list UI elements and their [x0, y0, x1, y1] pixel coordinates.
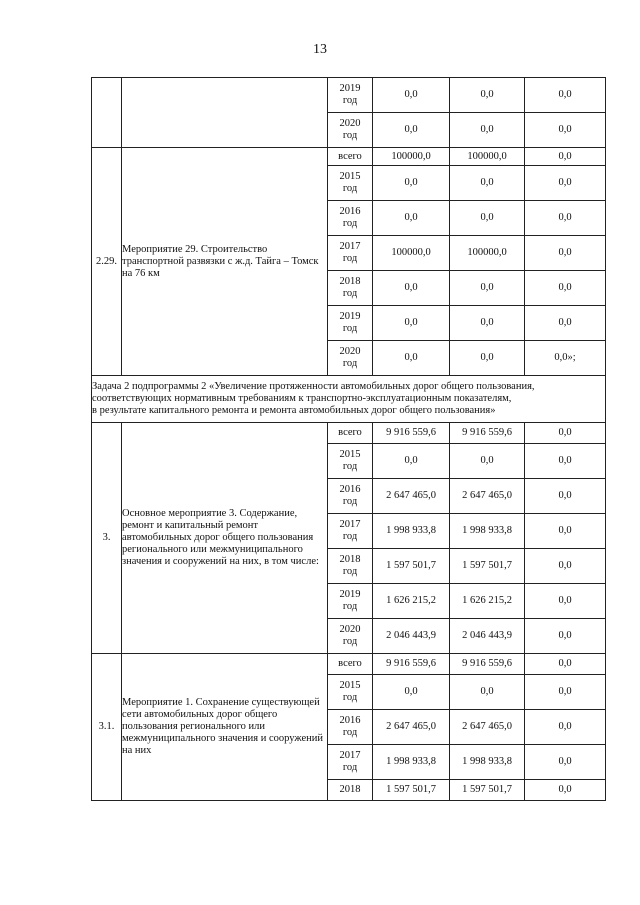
value-cell: 0,0: [525, 514, 606, 549]
value-cell: 0,0: [373, 444, 450, 479]
value-cell: 0,0: [450, 201, 525, 236]
year-cell: 2015 год: [328, 444, 373, 479]
value-cell: 9 916 559,6: [450, 654, 525, 675]
value-cell: 1 998 933,8: [450, 745, 525, 780]
year-cell: 2017 год: [328, 236, 373, 271]
value-cell: 100000,0: [373, 236, 450, 271]
value-cell: 2 647 465,0: [373, 479, 450, 514]
value-cell: 2 647 465,0: [450, 710, 525, 745]
number-cell: 2.29.: [92, 148, 122, 376]
year-cell: 2020 год: [328, 113, 373, 148]
task-heading: Задача 2 подпрограммы 2 «Увеличение протяженности автомобильных дорог общего пользования, соответствующих нормативным требованиям к транспортно-эксплуатационным показателям, в результате капитального ремонта и ремонта автомобильных дорог общего пользования»: [92, 376, 606, 423]
value-cell: 0,0: [450, 341, 525, 376]
value-cell: 9 916 559,6: [450, 423, 525, 444]
value-cell: 0,0: [373, 201, 450, 236]
value-cell: 0,0: [373, 78, 450, 113]
value-cell: 0,0: [373, 306, 450, 341]
name-cell: Мероприятие 29. Строительство транспортной развязки с ж.д. Тайга – Томск на 76 км: [122, 148, 328, 376]
value-cell: 0,0: [525, 780, 606, 801]
year-cell: 2015 год: [328, 166, 373, 201]
total-label-cell: всего: [328, 423, 373, 444]
total-label-cell: всего: [328, 148, 373, 166]
value-cell: 0,0: [450, 675, 525, 710]
value-cell: 0,0: [525, 549, 606, 584]
table-row: [92, 423, 606, 444]
value-cell: 0,0: [525, 306, 606, 341]
value-cell: 1 597 501,7: [373, 549, 450, 584]
year-cell: 2018 год: [328, 271, 373, 306]
value-cell: 9 916 559,6: [373, 423, 450, 444]
value-cell: 1 597 501,7: [450, 549, 525, 584]
name-cell: Мероприятие 1. Сохранение существующей сети автомобильных дорог общего пользования регионального или межмуниципального значения и сооружений на них: [122, 654, 328, 801]
value-cell: 2 647 465,0: [450, 479, 525, 514]
value-cell: 2 046 443,9: [450, 619, 525, 654]
value-cell: 0,0: [450, 444, 525, 479]
number-cell: [92, 78, 122, 148]
year-cell: 2015 год: [328, 675, 373, 710]
year-cell: 2020 год: [328, 341, 373, 376]
year-cell: 2020 год: [328, 619, 373, 654]
value-cell: 1 626 215,2: [450, 584, 525, 619]
value-cell: 1 998 933,8: [373, 745, 450, 780]
value-cell: 0,0: [525, 148, 606, 166]
value-cell: 0,0: [525, 271, 606, 306]
year-cell: 2019 год: [328, 306, 373, 341]
value-cell: 0,0: [373, 341, 450, 376]
value-cell: 0,0: [525, 78, 606, 113]
number-cell: 3.: [92, 423, 122, 654]
value-cell: 0,0: [373, 675, 450, 710]
value-cell: 1 626 215,2: [373, 584, 450, 619]
year-cell: 2017 год: [328, 514, 373, 549]
value-cell: 0,0: [525, 201, 606, 236]
year-cell: 2017 год: [328, 745, 373, 780]
year-cell: 2018 год: [328, 549, 373, 584]
value-cell: 0,0: [525, 113, 606, 148]
name-cell: Основное мероприятие 3. Содержание, ремонт и капитальный ремонт автомобильных дорог общего пользования регионального или межмуниципального значения и сооружений на них, в том числе:: [122, 423, 328, 654]
value-cell: 100000,0: [450, 236, 525, 271]
budget-table: [91, 77, 606, 801]
year-cell: 2016 год: [328, 710, 373, 745]
value-cell: 0,0»;: [525, 341, 606, 376]
value-cell: 0,0: [373, 113, 450, 148]
value-cell: 0,0: [525, 236, 606, 271]
value-cell: 0,0: [450, 271, 525, 306]
year-cell: 2018: [328, 780, 373, 801]
value-cell: 0,0: [525, 166, 606, 201]
value-cell: 1 597 501,7: [373, 780, 450, 801]
value-cell: 0,0: [450, 78, 525, 113]
table-row: [92, 654, 606, 675]
value-cell: 0,0: [525, 479, 606, 514]
value-cell: 0,0: [525, 584, 606, 619]
value-cell: 9 916 559,6: [373, 654, 450, 675]
value-cell: 2 647 465,0: [373, 710, 450, 745]
year-cell: 2019 год: [328, 78, 373, 113]
year-cell: 2019 год: [328, 584, 373, 619]
value-cell: 0,0: [450, 113, 525, 148]
value-cell: 100000,0: [373, 148, 450, 166]
value-cell: 0,0: [525, 654, 606, 675]
value-cell: 100000,0: [450, 148, 525, 166]
year-cell: 2016 год: [328, 479, 373, 514]
value-cell: 2 046 443,9: [373, 619, 450, 654]
name-cell: [122, 78, 328, 148]
value-cell: 0,0: [450, 166, 525, 201]
value-cell: 0,0: [525, 675, 606, 710]
value-cell: 0,0: [525, 710, 606, 745]
value-cell: 0,0: [373, 271, 450, 306]
year-cell: 2016 год: [328, 201, 373, 236]
value-cell: 0,0: [525, 745, 606, 780]
value-cell: 0,0: [373, 166, 450, 201]
value-cell: 1 998 933,8: [373, 514, 450, 549]
value-cell: 0,0: [525, 423, 606, 444]
table-row: [92, 148, 606, 166]
value-cell: 1 597 501,7: [450, 780, 525, 801]
table-row: [92, 78, 606, 113]
total-label-cell: всего: [328, 654, 373, 675]
value-cell: 1 998 933,8: [450, 514, 525, 549]
value-cell: 0,0: [450, 306, 525, 341]
value-cell: 0,0: [525, 444, 606, 479]
value-cell: 0,0: [525, 619, 606, 654]
task-row: [92, 376, 606, 423]
page-number: 13: [313, 42, 327, 57]
number-cell: 3.1.: [92, 654, 122, 801]
